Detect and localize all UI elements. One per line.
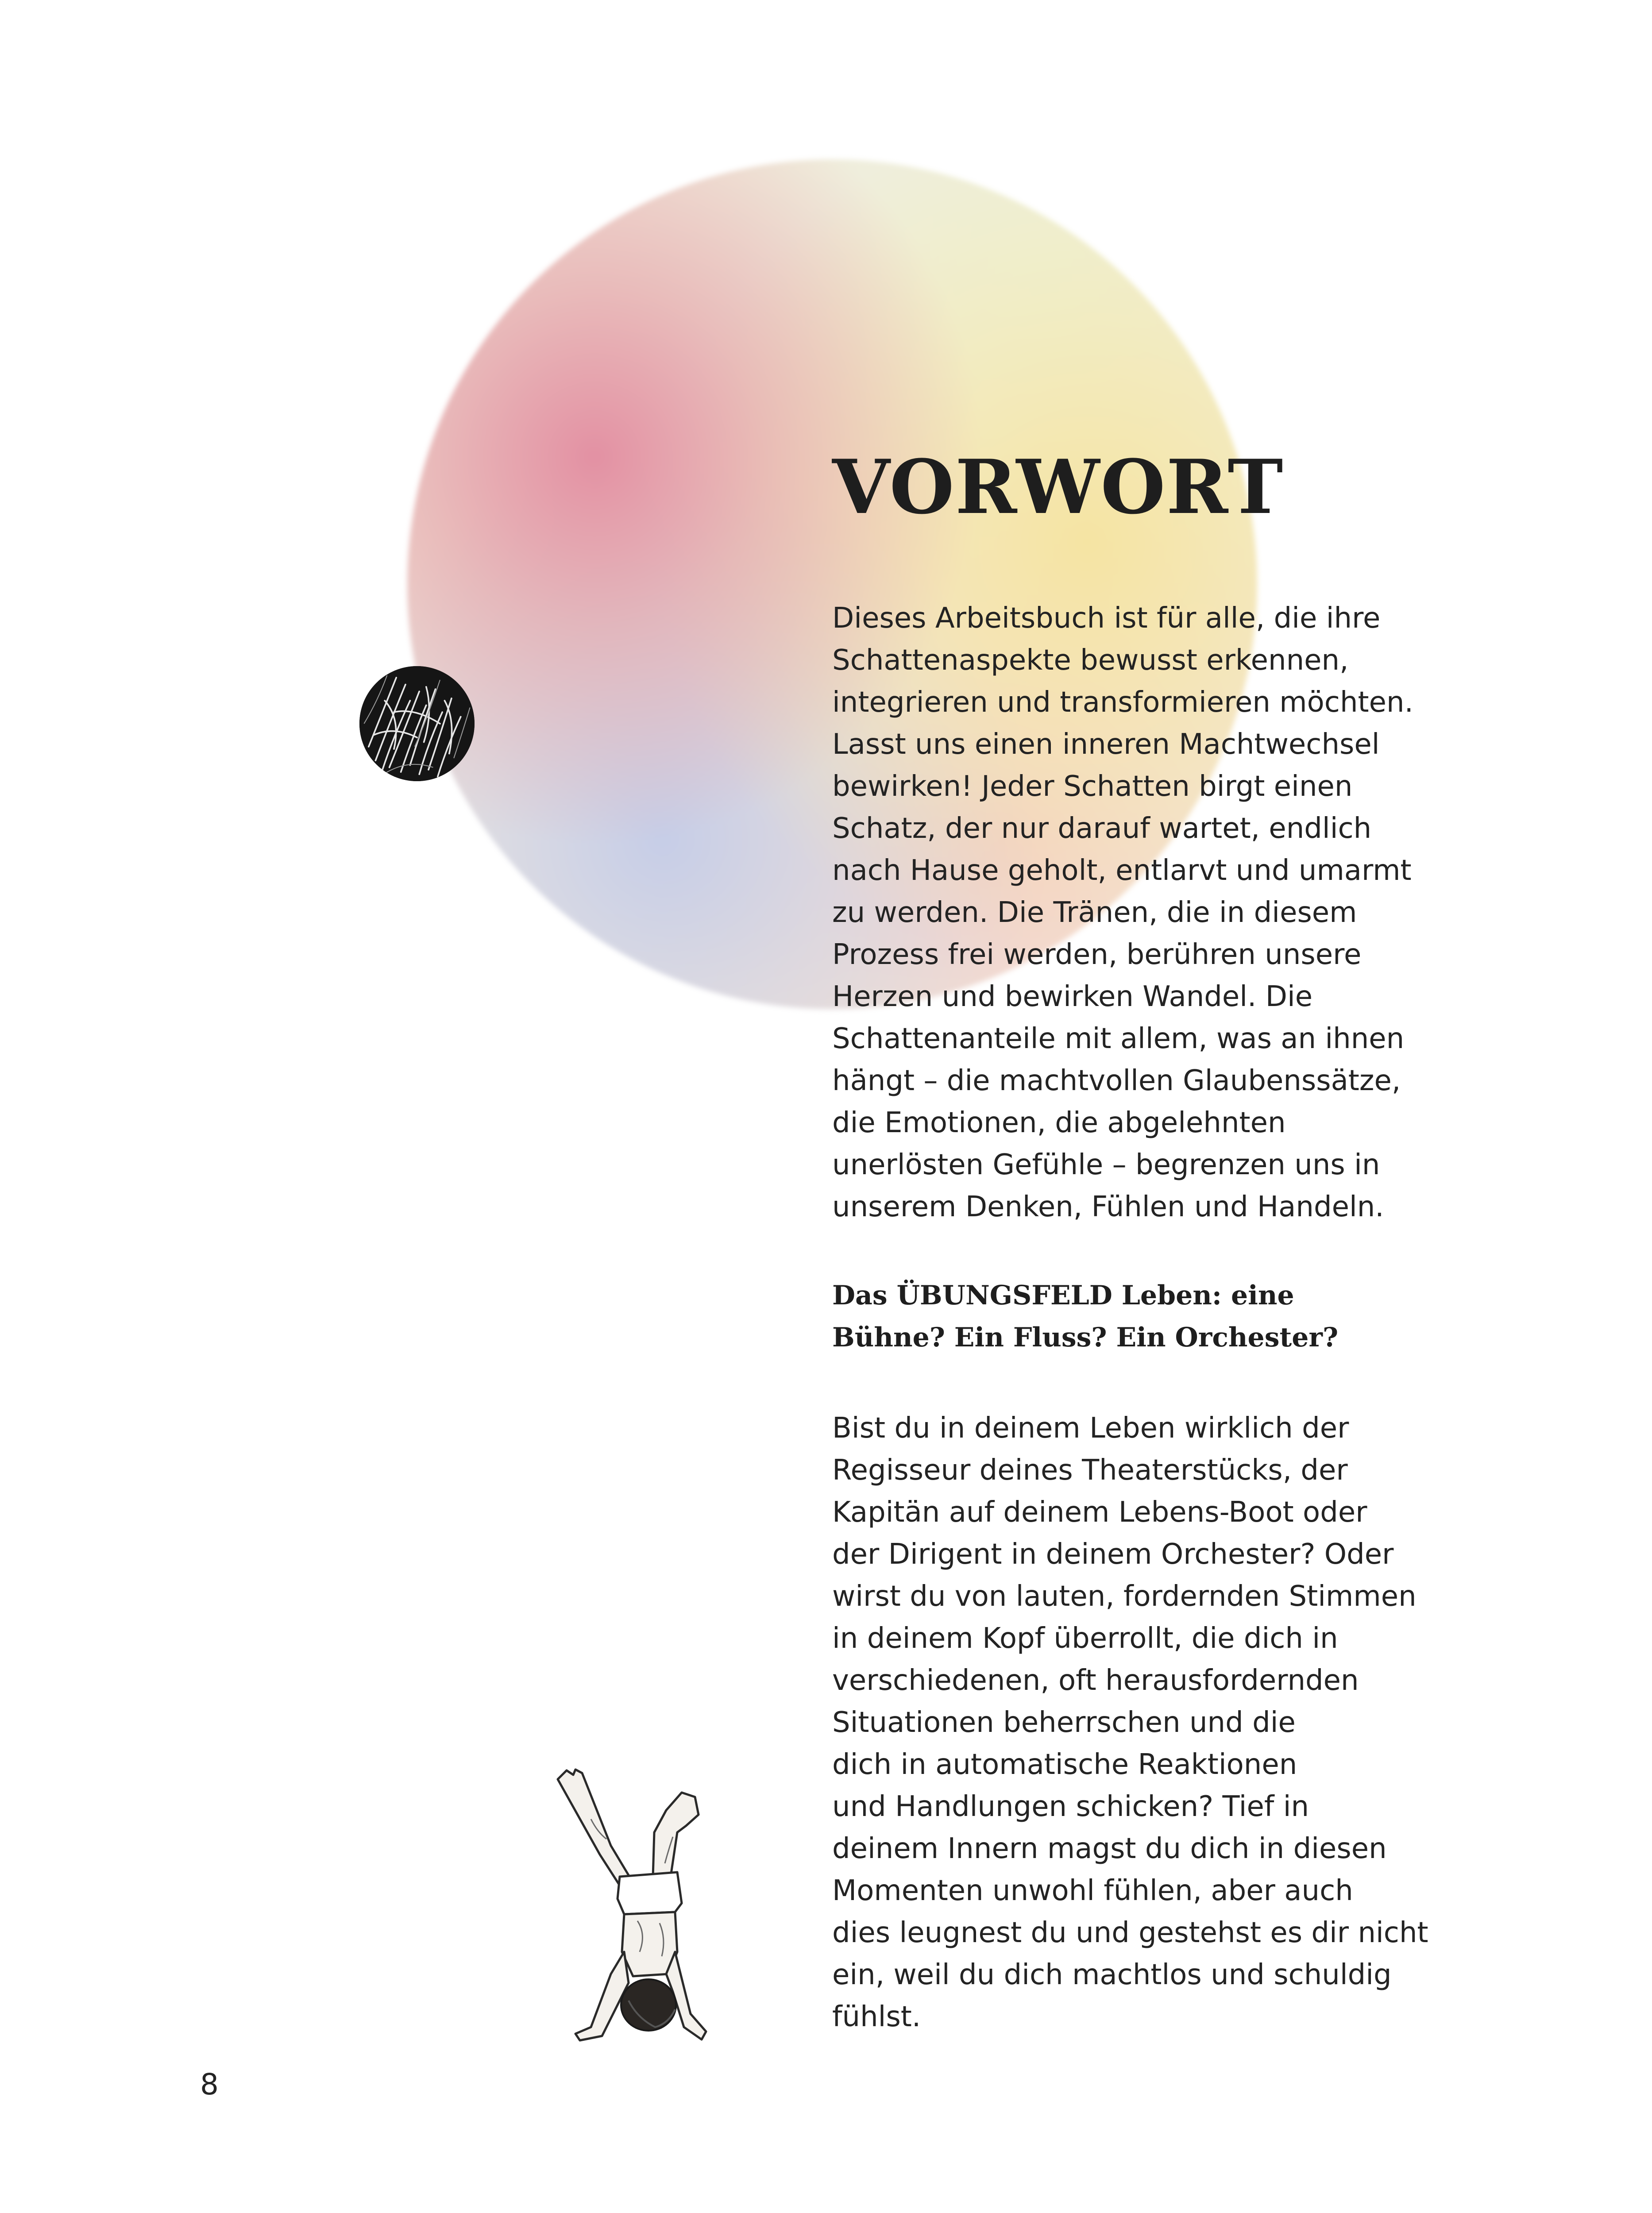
section-subheading: Das ÜBUNGSFELD Leben: eine Bühne? Ein Fluss? Ein Orchester? xyxy=(832,1280,1339,1353)
page-number: 8 xyxy=(200,2067,219,2101)
texture-circle-image xyxy=(359,666,475,781)
page-title: VORWORT xyxy=(832,443,1284,531)
handstand-figure-illustration xyxy=(549,1744,753,2063)
intro-paragraph: Dieses Arbeitsbuch ist für alle, die ihre Schattenaspekte bewusst erkennen, integrieren und transformieren möchten. Lasst uns einen inneren Machtwechsel bewirken! Jeder Schatten birgt einen Schatz, der nur darauf wartet, endlich nach Hause geholt, entlarvt und umarmt zu werden. Die Tränen, die in diesem Prozess frei werden, berühren unsere Herzen und bewirken Wandel. Die Schattenanteile mit allem, was an ihnen hängt – die machtvollen Glaubenssätze, die Emotionen, die abgelehnten unerlösten Gefühle – begrenzen uns in unserem Denken, Fühlen und Handeln. xyxy=(832,602,1413,1223)
second-paragraph: Bist du in deinem Leben wirklich der Regisseur deines Theaterstücks, der Kapitän auf deinem Lebens-Boot oder der Dirigent in deinem Orchester? Oder wirst du von lauten, fordernden Stimmen in deinem Kopf überrollt, die dich in verschiedenen, oft herausfordernden Situationen beherrschen und die dich in automatische Reaktionen und Handlungen schicken? Tief in deinem Innern magst du dich in diesen Momenten unwohl fühlen, aber auch dies leugnest du und gestehst es dir nicht ein, weil du dich machtlos und schuldig fühlst. xyxy=(832,1412,1428,2033)
text-column xyxy=(832,443,1461,2038)
